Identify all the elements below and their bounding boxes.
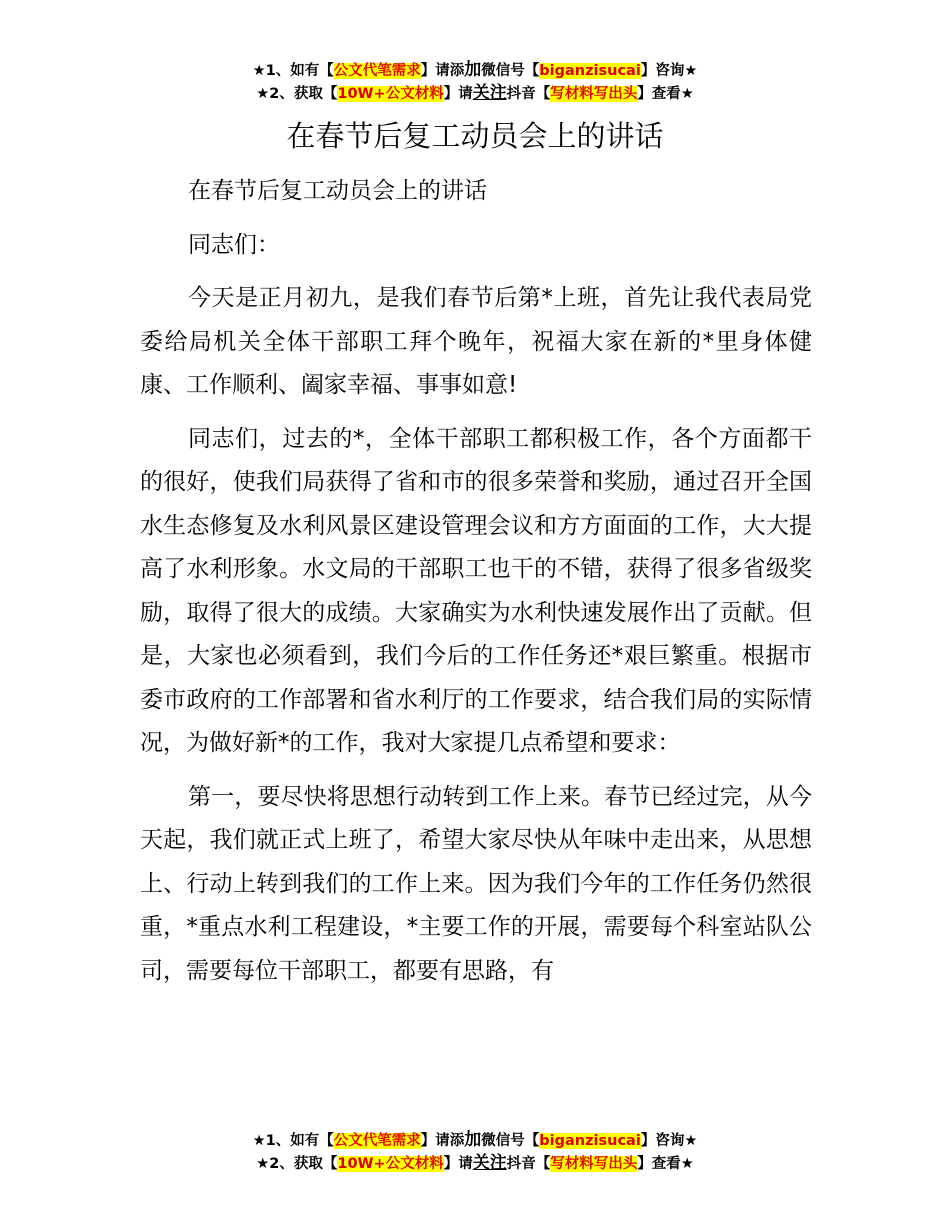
banner-text: 】查看★: [637, 86, 694, 102]
document-body: [140, 170, 812, 1003]
banner-text: 关注: [472, 1153, 507, 1173]
banner-highlight: 公文代笔需求: [333, 63, 421, 79]
banner-text: 】请: [443, 1156, 473, 1172]
banner-line-2: [0, 82, 950, 105]
banner-text: ★2、获取【: [256, 86, 338, 102]
banner-text: 关注: [472, 83, 507, 103]
banner-highlight: 写材料写出头: [550, 86, 638, 102]
banner-text: 】请添: [420, 1133, 465, 1149]
banner-text: 】咨询★: [640, 63, 698, 79]
banner-highlight: biganzisucai: [539, 63, 641, 79]
banner-text: 】查看★: [637, 1156, 694, 1172]
banner-highlight: 写材料写出头: [550, 1156, 638, 1172]
banner-line-1: [0, 59, 950, 82]
banner-highlight: 10W+公文材料: [337, 86, 444, 102]
paragraph: 第一，要尽快将思想行动转到工作上来。春节已经过完，从今天起，我们就正式上班了，希望大家尽快从年味中走出来，从思想上、行动上转到我们的工作上来。因为我们今年的工作任务仍然很重，*重点水利工程建设，*主要工作的开展，需要每个科室站队公司，需要每位干部职工，都要有思路，有: [140, 783, 812, 984]
banner-text: 加: [464, 1130, 482, 1150]
footer-banner: [0, 1129, 950, 1175]
banner-line-2: [0, 1152, 950, 1175]
banner-text: ★1、如有【: [252, 63, 334, 79]
banner-text: 】咨询★: [640, 1133, 698, 1149]
banner-text: 微信号【: [481, 63, 540, 79]
banner-text: 】请添: [420, 63, 465, 79]
document-title: 在春节后复工动员会上的讲话: [286, 119, 664, 153]
paragraph: 今天是正月初九，是我们春节后第*上班，首先让我代表局党委给局机关全体干部职工拜个晚年，祝福大家在新的*里身体健康、工作顺利、阖家幸福、事事如意!: [140, 285, 812, 398]
paragraph-salutation: 同志们：: [188, 231, 280, 258]
banner-text: ★2、获取【: [256, 1156, 338, 1172]
banner-text: 抖音【: [506, 1156, 551, 1172]
banner-highlight: biganzisucai: [539, 1133, 641, 1149]
banner-text: 抖音【: [506, 86, 551, 102]
banner-highlight: 公文代笔需求: [333, 1133, 421, 1149]
paragraph: 同志们，过去的*，全体干部职工都积极工作，各个方面都干的很好，使我们局获得了省和市的很多荣誉和奖励，通过召开全国水生态修复及水利风景区建设管理会议和方方面面的工作，大大提高了水利形象。水文局的干部职工也干的不错，获得了很多省级奖励，取得了很大的成绩。大家确实为水利快速发展作出了贡献。但是，大家也必须看到，我们今后的工作任务还*艰巨繁重。根据市委市政府的工作部署和省水利厅的工作要求，结合我们局的实际情况，为做好新*的工作，我对大家提几点希望和要求：: [140, 425, 812, 756]
banner-text: 加: [464, 60, 482, 80]
banner-highlight: 10W+公文材料: [337, 1156, 444, 1172]
banner-text: 微信号【: [481, 1133, 540, 1149]
banner-text: 】请: [443, 86, 473, 102]
banner-text: ★1、如有【: [252, 1133, 334, 1149]
paragraph-subtitle: 在春节后复工动员会上的讲话: [188, 178, 487, 204]
header-banner: [0, 59, 950, 105]
banner-line-1: [0, 1129, 950, 1152]
